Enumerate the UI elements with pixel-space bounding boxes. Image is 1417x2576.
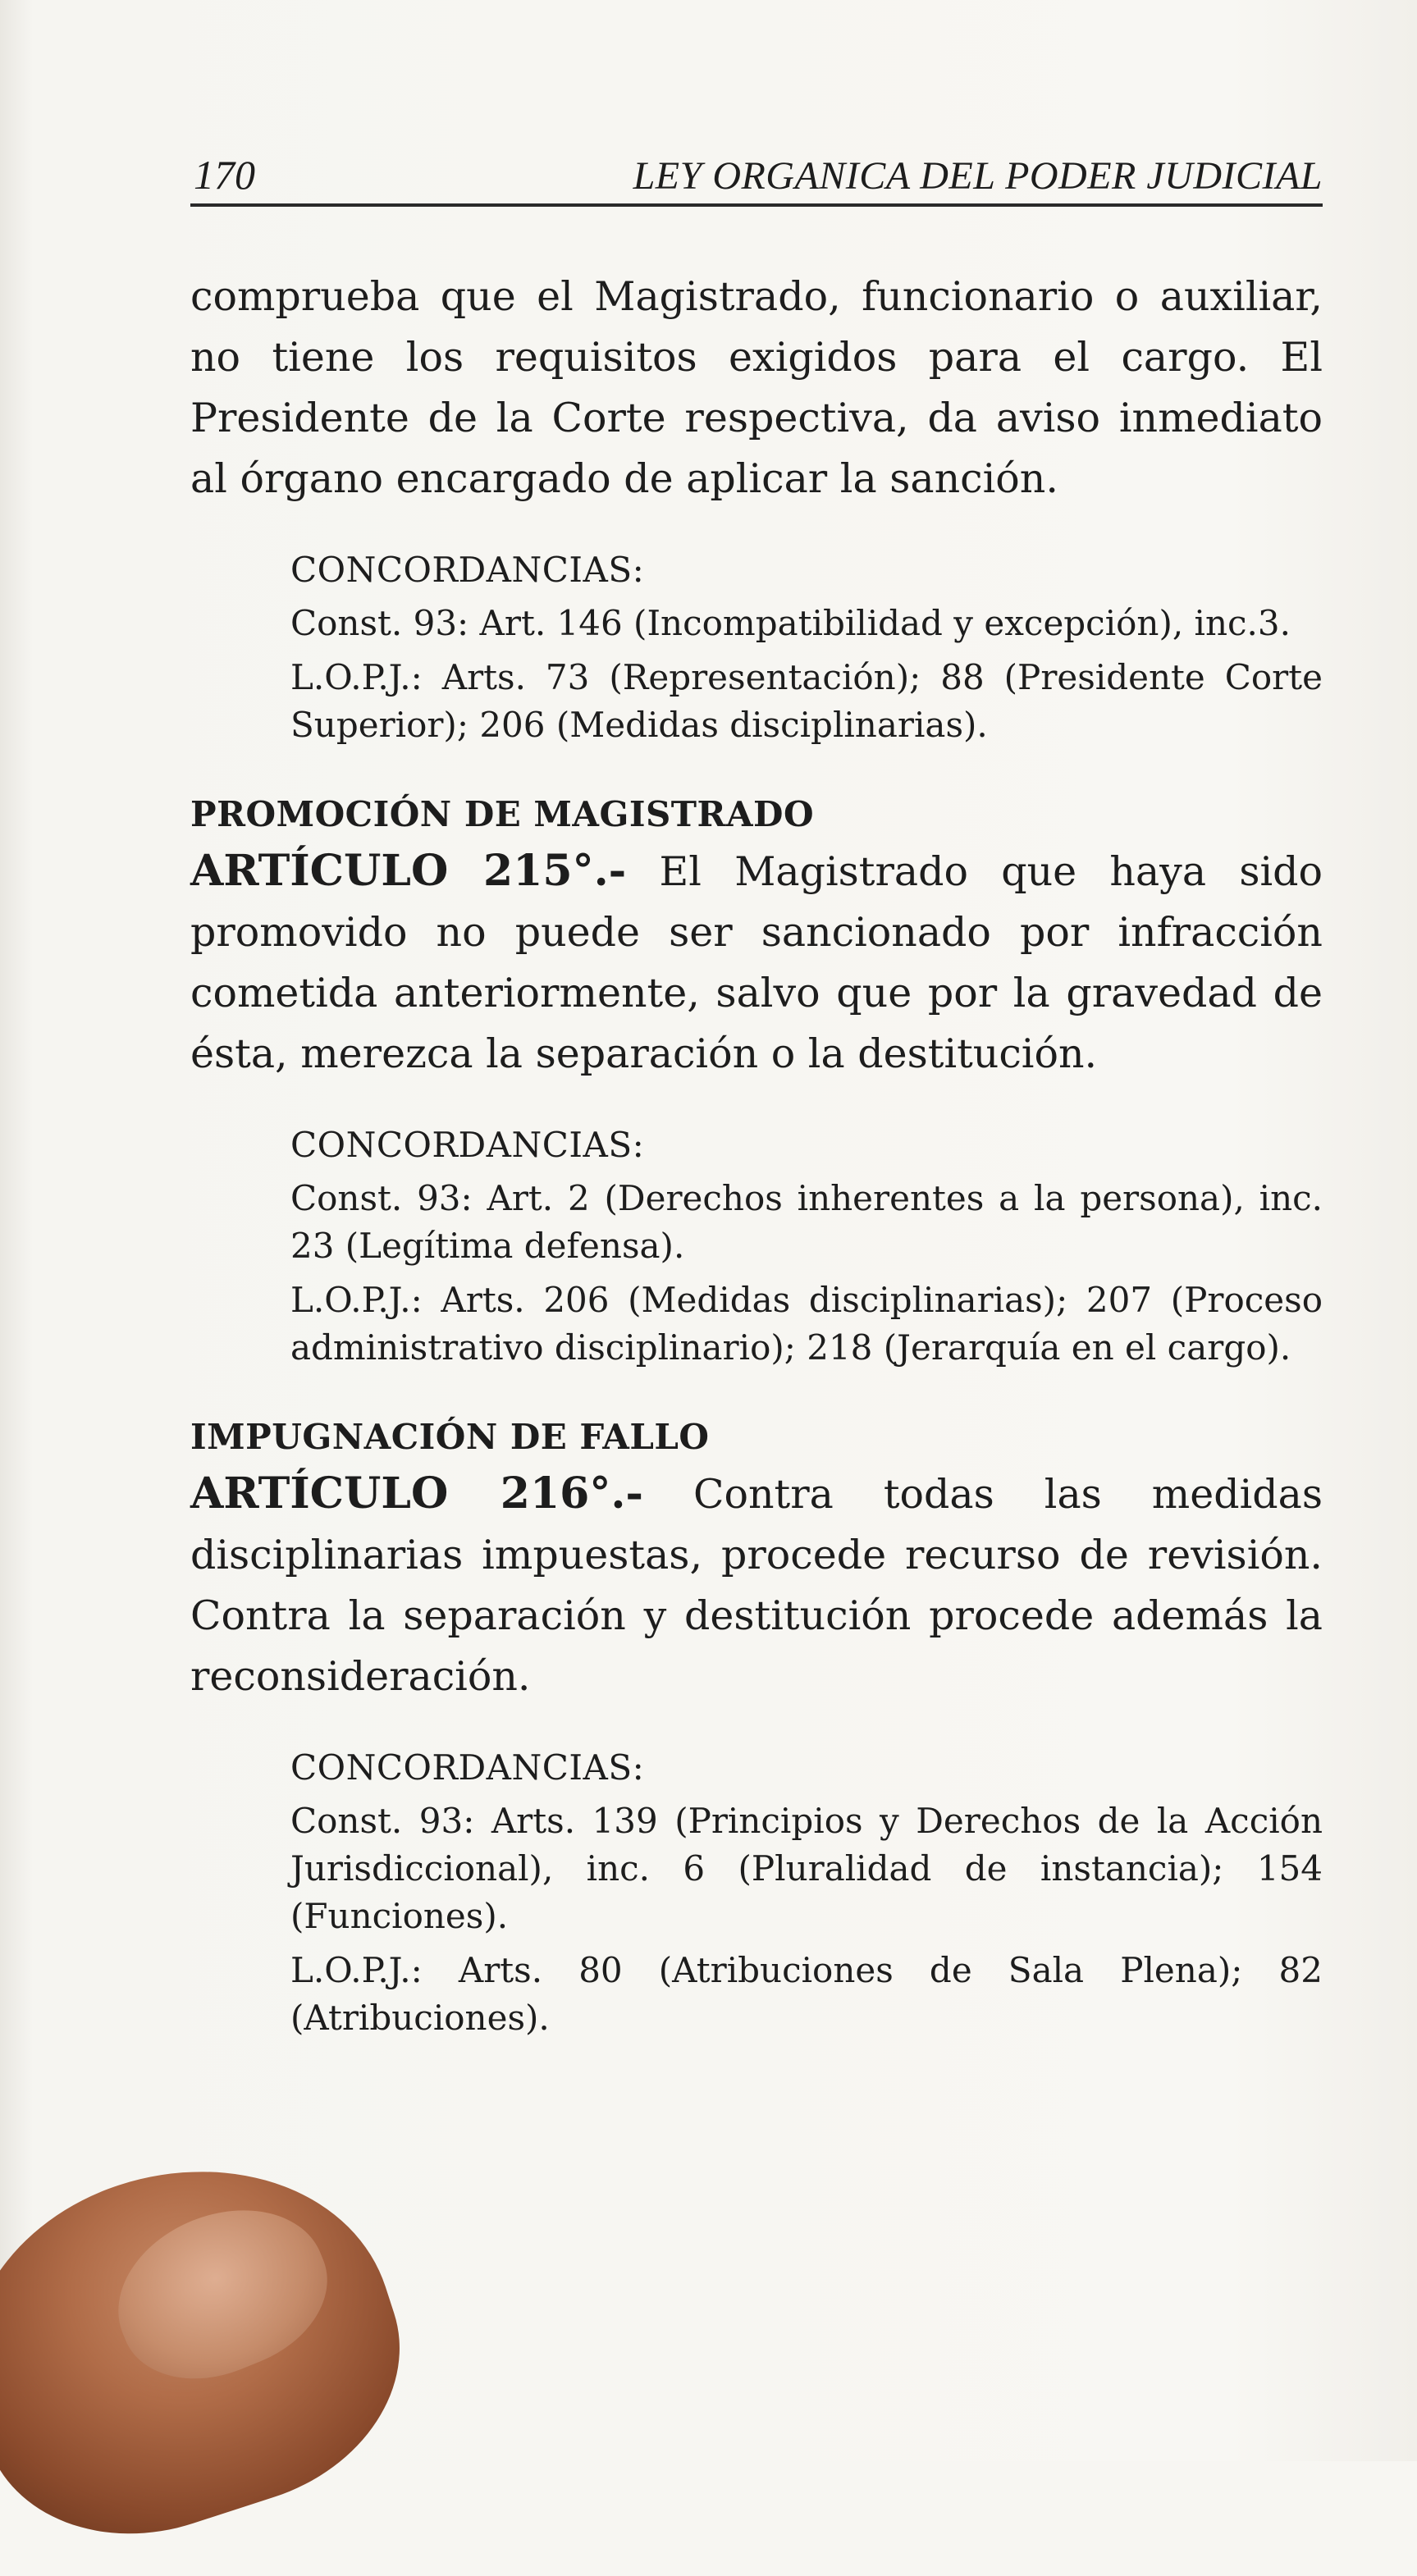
concordancias-block: [290, 546, 1323, 749]
article-heading: PROMOCIÓN DE MAGISTRADO: [190, 794, 815, 834]
article-216: [190, 1411, 1323, 2042]
article-heading: IMPUGNACIÓN DE FALLO: [190, 1417, 710, 1457]
page-content: [190, 267, 1323, 2048]
concordancias-title: CONCORDANCIAS:: [290, 1747, 645, 1788]
article-number: ARTÍCULO 215°.-: [190, 846, 627, 896]
concordancia-entry: Const. 93: Arts. 139 (Principios y Derechos de la Acción Jurisdiccional), inc. 6 (Pluralidad de instancia); 154 (Funciones).: [290, 1801, 1323, 1936]
article-215: [190, 788, 1323, 1372]
concordancia-entry: L.O.P.J.: Arts. 206 (Medidas disciplinarias); 207 (Proceso administrativo disciplinario); 218 (Jerarquía en el cargo).: [290, 1280, 1323, 1368]
running-title: LEY ORGANICA DEL PODER JUDICIAL: [633, 154, 1323, 198]
concordancia-entry: L.O.P.J.: Arts. 73 (Representación); 88 (Presidente Corte Superior); 206 (Medidas disciplinarias).: [290, 657, 1323, 745]
article-text: Contra todas las medidas disciplinarias impuestas, procede recurso de revisión. Contra la separación y destitución procede además la reconsideración.: [190, 1471, 1323, 1700]
page-header: [190, 146, 1323, 207]
concordancias-block: [290, 1743, 1323, 2042]
concordancias-title: CONCORDANCIAS:: [290, 1125, 645, 1165]
concordancia-entry: Const. 93: Art. 2 (Derechos inherentes a la persona), inc. 23 (Legítima defensa).: [290, 1178, 1323, 1266]
concordancia-entry: Const. 93: Art. 146 (Incompatibilidad y excepción), inc.3.: [290, 603, 1291, 643]
article-text: El Magistrado que haya sido promovido no puede ser sancionado por infracción cometida anteriormente, salvo que por la gravedad de ésta, merezca la separación o la destitución.: [190, 848, 1323, 1077]
concordancias-title: CONCORDANCIAS:: [290, 550, 645, 590]
intro-paragraph: comprueba que el Magistrado, funcionario o auxiliar, no tiene los requisitos exigidos para el cargo. El Presidente de la Corte respectiva, da aviso inmediato al órgano encargado de aplicar la sanción.: [190, 273, 1323, 502]
concordancias-block: [290, 1121, 1323, 1372]
concordancia-entry: L.O.P.J.: Arts. 80 (Atribuciones de Sala Plena); 82 (Atribuciones).: [290, 1950, 1323, 2038]
article-paragraph: [190, 841, 1323, 1085]
article-paragraph: [190, 1464, 1323, 1707]
page-number: 170: [194, 152, 255, 198]
article-number: ARTÍCULO 216°.-: [190, 1468, 644, 1519]
